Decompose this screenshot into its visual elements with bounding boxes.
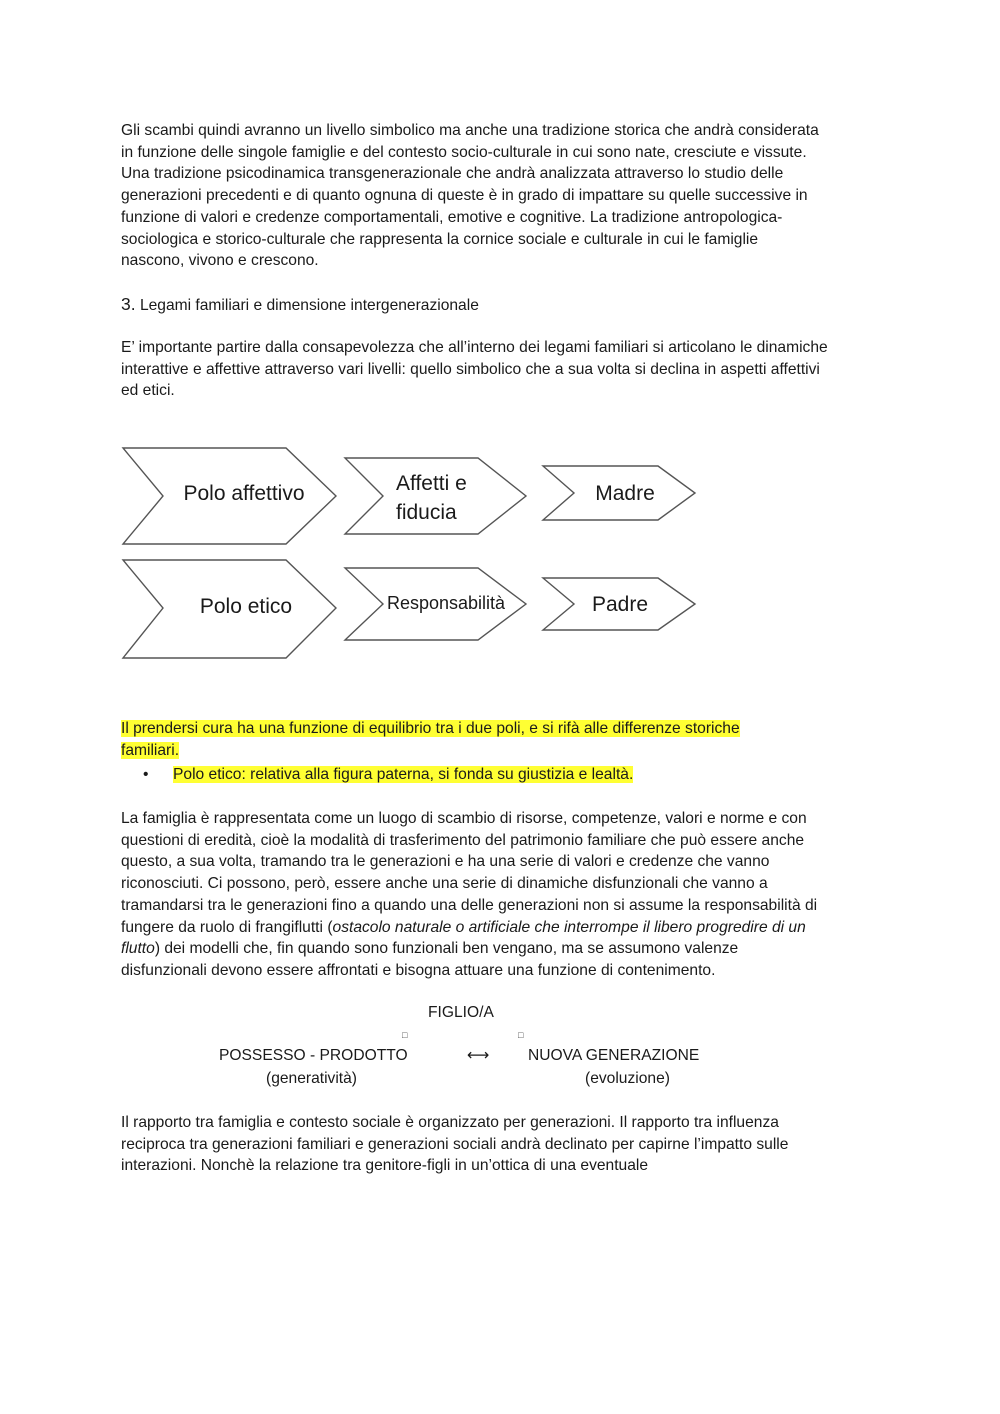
- text-line: La famiglia è rappresentata come un luogo di scambio di risorse, competenze, valori e norme e con: [121, 810, 807, 827]
- label-affetti-line1: Affetti e: [396, 472, 467, 495]
- section-heading: [121, 294, 479, 315]
- italic-definition: ostacolo naturale o artificiale che interrompe il libero progredire di un: [332, 918, 806, 936]
- text-line: riconosciuti. Ci possono, però, essere anche una serie di dinamiche disfunzionali che vanno a: [121, 875, 768, 893]
- label-affetti-line2: fiducia: [396, 501, 457, 524]
- scheme-left: POSSESSO - PRODOTTO: [219, 1047, 408, 1064]
- text-line: in funzione delle singole famiglie e del contesto socio-culturale in cui sono nate, cresciute e vissute.: [121, 143, 807, 161]
- text-line: Una tradizione psicodinamica transgenerazionale che andrà analizzata attraverso lo studio delle: [121, 165, 784, 183]
- text-segment: fungere da ruolo di frangiflutti (: [121, 918, 333, 936]
- section-number: 3.: [121, 294, 136, 314]
- intro-paragraph: [121, 120, 891, 272]
- double-arrow-icon: ⟷: [467, 1047, 490, 1064]
- label-responsabilita: Responsabilità: [386, 593, 506, 613]
- famiglia-paragraph: [121, 808, 891, 982]
- italic-definition: flutto: [121, 940, 155, 958]
- highlighted-text: Il prendersi cura ha una funzione di equilibrio tra i due poli, e si rifà alle differenze storiche: [121, 720, 740, 737]
- text-line: Gli scambi quindi avranno un livello simbolico ma anche una tradizione storica che andrà considerata: [121, 122, 819, 139]
- square-icon: □: [518, 1030, 524, 1040]
- label-padre: Padre: [591, 593, 649, 616]
- text-line: disfunzionali devono essere affrontati e bisogna attuare una funzione di contenimento.: [121, 961, 716, 979]
- text-line: interazioni. Nonchè la relazione tra genitore-figli in un’ottica di una eventuale: [121, 1157, 649, 1175]
- scheme-right-sub: (evoluzione): [585, 1070, 670, 1087]
- legami-paragraph: [121, 337, 891, 402]
- text-line: Il rapporto tra famiglia e contesto sociale è organizzato per generazioni. Il rapporto tra influenza: [121, 1114, 779, 1131]
- text-segment: ) dei modelli che, fin quando sono funzionali ben vengano, ma se assumono valenze: [154, 940, 739, 958]
- text-line: sociologica e storico-culturale che rappresenta la cornice sociale e culturale in cui le famiglie: [121, 230, 759, 248]
- bullet-icon: •: [143, 766, 149, 783]
- text-line: questo, a sua volta, tramando tra le generazioni e ha una serie di valori e credenze che vanno: [121, 853, 770, 871]
- highlighted-text: familiari.: [121, 741, 180, 759]
- label-polo-etico: Polo etico: [199, 595, 293, 618]
- text-line: questioni di eredità, cioè la modalità di trasferimento del patrimonio familiare che può essere anche: [121, 831, 805, 849]
- scheme-right: NUOVA GENERAZIONE: [528, 1047, 700, 1064]
- square-icon: □: [402, 1030, 408, 1040]
- text-line: interattive e affettive attraverso vari livelli: quello simbolico che a sua volta si declina in aspetti affettivi: [121, 360, 820, 378]
- text-line: [121, 938, 891, 960]
- label-polo-affettivo: Polo affettivo: [183, 482, 305, 505]
- highlight-paragraph: [121, 718, 891, 761]
- scheme-top: FIGLIO/A: [428, 1004, 494, 1021]
- text-line: reciproca tra generazioni familiari e generazioni sociali andrà declinato per capirne l’impatto sulle: [121, 1135, 789, 1153]
- text-line: tramandarsi tra le generazioni fino a quando una delle generazioni non si assume la responsabilità di: [121, 896, 818, 914]
- text-line: funzione di valori e credenze comportamentali, emotive e cognitive. La tradizione antropologica-: [121, 208, 783, 226]
- chevron-diagram: [118, 444, 708, 664]
- label-madre: Madre: [595, 482, 655, 505]
- section-title: Legami familiari e dimensione intergenerazionale: [135, 297, 479, 314]
- text-line: E’ importante partire dalla consapevolezza che all’interno dei legami familiari si articolano le dinamiche: [121, 339, 828, 356]
- text-line: generazioni precedenti e di quanto ognuna di queste è in grado di impattare su quelle successive in: [121, 187, 808, 205]
- text-line: [121, 917, 891, 939]
- bullet-text: Polo etico: relativa alla figura paterna, si fonda su giustizia e lealtà.: [173, 766, 634, 783]
- rapporto-paragraph: [121, 1112, 891, 1177]
- scheme-left-sub: (generatività): [266, 1070, 358, 1087]
- text-line: nascono, vivono e crescono.: [121, 252, 319, 270]
- text-line: ed etici.: [121, 382, 175, 400]
